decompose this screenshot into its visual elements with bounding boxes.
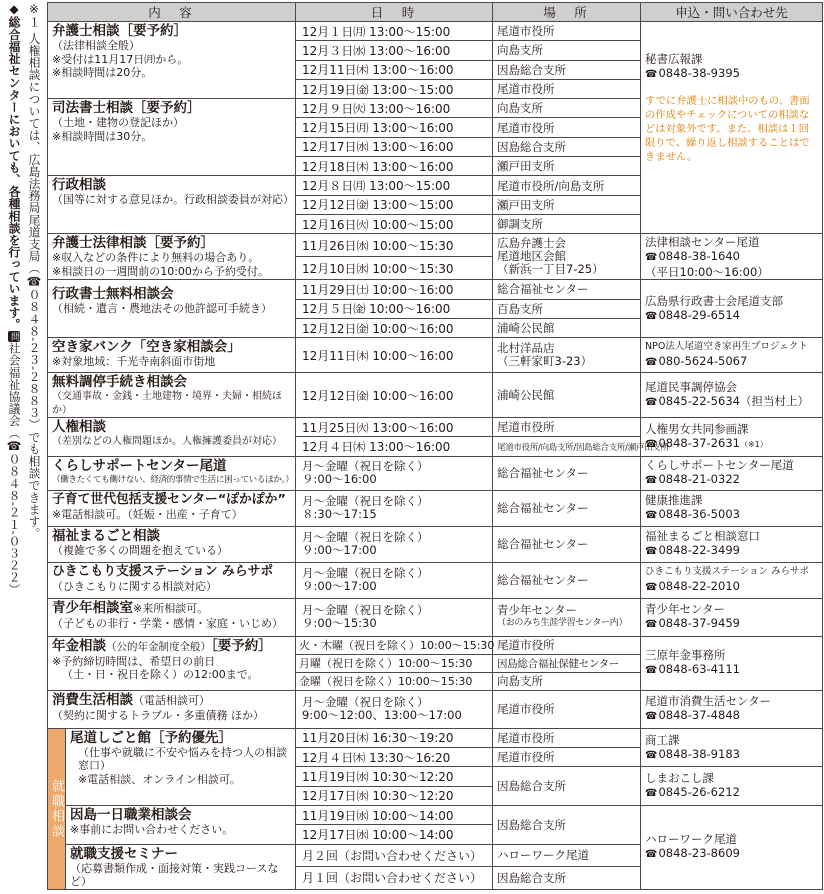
schedule-date: 11月25日㈫ 13:00～16:00 bbox=[296, 418, 493, 437]
time-line: ９:00～16:00 bbox=[302, 472, 377, 487]
date-line: 月～金曜（祝日を除く） bbox=[302, 566, 429, 581]
schedule-place: 因島総合福祉保健センター bbox=[493, 654, 641, 672]
contact-name: 人権男女共同参画課 bbox=[645, 421, 749, 436]
schedule-date: 12月17日㈬ 10:00～14:00 bbox=[296, 825, 493, 844]
seminar-line: （応募書類作成・面接対策・実践コースなど） bbox=[70, 861, 279, 889]
innoshima-line: ※事前にお問い合わせください。 bbox=[70, 822, 234, 836]
schedule-date: 12月８日㈪ 13:00～15:00 bbox=[296, 176, 493, 195]
chotei-content bbox=[48, 373, 296, 418]
contact-name: くらしサポートセンター尾道 bbox=[645, 458, 794, 473]
bengoshi-line: （法律相談全般） bbox=[52, 39, 140, 52]
shohi-title: 消費生活相談 bbox=[52, 691, 133, 708]
gyosei-content bbox=[48, 176, 296, 234]
shigoto-content bbox=[66, 728, 296, 805]
kurashi-contact bbox=[641, 456, 823, 490]
shohi-line: （契約に関するトラブル・多重債務 ほか） bbox=[52, 708, 265, 722]
nenkin-title: 年金相談 bbox=[52, 637, 106, 654]
schedule-place: 向島支所 bbox=[493, 41, 641, 60]
nenkin-content bbox=[48, 636, 296, 690]
kurashi-datetime bbox=[296, 456, 493, 490]
place-line: （三軒家町3-23） bbox=[497, 354, 593, 369]
jinken-title: 人権相談 bbox=[52, 419, 106, 436]
contact-name: NPO法人尾道空き家再生プロジェクト bbox=[645, 341, 808, 353]
marugoto-contact bbox=[641, 526, 823, 562]
marugoto-title: 福祉まるごと相談 bbox=[52, 527, 160, 544]
bengoshi-line: ※相談時間は20分。 bbox=[52, 66, 153, 79]
schedule-place: 総合福祉センター bbox=[493, 490, 641, 526]
jinken-content bbox=[48, 418, 296, 457]
nenkin-title-mid: （公的年金制度全般） bbox=[106, 640, 211, 653]
gyosei-line: （国等に対する意見ほか。行政相談委員が対応） bbox=[52, 193, 294, 207]
schedule-date: 11月19日㈬ 10:30～12:20 bbox=[296, 767, 493, 786]
schedule-date: 金曜（祝日を除く）10:00～15:30 bbox=[296, 672, 493, 690]
nenkin-title-tail: ［要予約］ bbox=[211, 637, 272, 654]
bengoshi-horitsu-line: ※相談日の一週間前の10:00から予約受付。 bbox=[52, 264, 269, 278]
header-datetime: 日 時 bbox=[296, 3, 493, 22]
contact-name: 秘書広報課 bbox=[645, 52, 703, 66]
shigoto-line: （仕事や就職に不安や悩みを持つ人の相談窓口） bbox=[78, 745, 287, 773]
schedule-date: 12月12日㈮ 13:00～15:00 bbox=[296, 195, 493, 214]
jinken-line: （差別などの人権問題ほか。人権擁護委員が対応） bbox=[52, 436, 282, 448]
schedule-date: 11月19日㈬ 10:00～14:00 bbox=[296, 805, 493, 824]
date-line: 月～金曜（祝日を除く） bbox=[302, 530, 429, 545]
bengoshi-content bbox=[48, 22, 296, 99]
schedule-place: 因島総合支所 bbox=[493, 137, 641, 156]
seishonen-place bbox=[493, 598, 641, 636]
hikikomori-content bbox=[48, 562, 296, 598]
table-row bbox=[48, 373, 823, 418]
schedule-place: 尾道市役所 bbox=[493, 636, 641, 654]
bengoshi-horitsu-title: 弁護士法律相談［要予約］ bbox=[52, 235, 214, 252]
table-row bbox=[48, 728, 823, 747]
nenkin-contact bbox=[641, 636, 823, 690]
akiya-place bbox=[493, 338, 641, 373]
table-row bbox=[48, 562, 823, 598]
schedule-place: 浦崎公民館 bbox=[493, 318, 641, 337]
kosodate-contact bbox=[641, 490, 823, 526]
schedule-date: 12月17日㈬ 10:30～12:20 bbox=[296, 786, 493, 805]
contact-name: ハローワーク尾道 bbox=[645, 832, 738, 847]
nenkin-line: ※予約締切時間は、希望日の前日 bbox=[52, 654, 216, 668]
hikikomori-contact bbox=[641, 562, 823, 598]
bengoshi-horitsu-line: ※収入などの条件により無料の場合あり。 bbox=[52, 251, 260, 265]
schedule-place: 尾道市役所 bbox=[493, 22, 641, 41]
schedule-place: 尾道市役所 bbox=[493, 690, 641, 728]
marugoto-datetime bbox=[296, 526, 493, 562]
contact-note: すでに弁護士に相談中のもの、書面の作成やチェックについての相談などは対象外です。また、相談は１回限りで、繰り返し相談することはできません。 bbox=[645, 95, 810, 163]
date-line: 月～金曜（祝日を除く） bbox=[302, 494, 429, 509]
bengoshi-title: 弁護士相談［要予約］ bbox=[52, 23, 187, 39]
schedule-date: 12月10日㈬ 10:00～15:30 bbox=[296, 257, 493, 280]
schedule-place: 因島総合支所 bbox=[493, 60, 641, 79]
schedule-place: 因島総合支所 bbox=[493, 867, 641, 890]
schedule-place: 総合福祉センター bbox=[493, 456, 641, 490]
contact-tel: ☎ 080-5624-5067 bbox=[645, 354, 818, 370]
schedule-date: 12月17日㈬ 13:00～16:00 bbox=[296, 137, 493, 156]
contact-footnote-mark: （※1） bbox=[739, 439, 768, 449]
contact-tel: ☎ 0848-37-2631 bbox=[645, 436, 740, 450]
innoshima-title: 因島一日職業相談会 bbox=[70, 806, 192, 823]
shigoto-contact-b bbox=[641, 767, 823, 806]
akiya-contact bbox=[641, 338, 823, 373]
schedule-place: 百島支所 bbox=[493, 299, 641, 318]
schedule-place: 御調支所 bbox=[493, 214, 641, 233]
inquiry-badge: 問 bbox=[9, 331, 19, 342]
table-row bbox=[48, 690, 823, 728]
schedule-place: 因島総合支所 bbox=[493, 767, 641, 806]
schedule-date: 12月12日㈮ 10:00～16:00 bbox=[296, 373, 493, 418]
kosodate-datetime bbox=[296, 490, 493, 526]
schedule-date: 12月９日㈫ 13:00～16:00 bbox=[296, 99, 493, 118]
kurashi-line: （働きたくても働けない、経済的事情で生活に困っているほか。） bbox=[52, 474, 294, 485]
gyoseishoshi-contact bbox=[641, 280, 823, 338]
side-note-welfare-lead: ◆総合福祉センターにおいても、各種相談を行っています。 bbox=[7, 2, 21, 331]
shigoto-contact-a bbox=[641, 728, 823, 767]
contact-tel: ☎ 0848-22-3499 bbox=[645, 543, 818, 559]
shohi-content bbox=[48, 690, 296, 728]
contact-name: 商工課 bbox=[645, 732, 680, 747]
header-contact: 申込・問い合わせ先 bbox=[641, 3, 823, 22]
table-row bbox=[48, 418, 823, 437]
contact-name: しまおこし課 bbox=[645, 771, 715, 786]
schedule-date: 11月29日㈯ 10:00～16:00 bbox=[296, 280, 493, 299]
schedule-date: 12月12日㈮ 10:00～16:00 bbox=[296, 318, 493, 337]
shiho-line: （土地・建物の登記ほか） bbox=[52, 116, 184, 130]
table-row bbox=[48, 338, 823, 373]
contact-tel: ☎ 0848-23-8609 bbox=[645, 846, 818, 862]
schedule-date: 12月11日㈭ 10:00～16:00 bbox=[296, 338, 493, 373]
kosodate-content bbox=[48, 490, 296, 526]
schedule-place: 尾道市役所 bbox=[493, 79, 641, 98]
seminar-title: 就職支援セミナー bbox=[70, 845, 178, 862]
schedule-place: 瀬戸田支所 bbox=[493, 157, 641, 176]
contact-tel: ☎ 0845-26-6212 bbox=[645, 785, 818, 801]
table-header bbox=[48, 3, 823, 22]
schedule-date: 12月３日㈬ 13:00～16:00 bbox=[296, 41, 493, 60]
kurashi-content bbox=[48, 456, 296, 490]
gyosei-title: 行政相談 bbox=[52, 177, 106, 194]
consultation-schedule-table bbox=[47, 2, 823, 890]
header-place: 場 所 bbox=[493, 3, 641, 22]
akiya-line: ※対象地域：千光寺南斜面市街地 bbox=[52, 355, 216, 369]
seishonen-line: （子どもの非行・学業・感情・家庭・いじめ） bbox=[52, 616, 283, 630]
contact-tel: ☎ 0848-22-2010 bbox=[645, 579, 818, 595]
gyoseishoshi-line: （相続・遺言・農地法その他許認可手続き） bbox=[52, 302, 272, 316]
contact-tel: ☎ 0848-29-6514 bbox=[645, 308, 818, 324]
schedule-place: ハローワーク尾道 bbox=[493, 844, 641, 867]
seishonen-content bbox=[48, 598, 296, 636]
innoshima-content bbox=[66, 805, 296, 844]
contact-tel: ☎ 0848-21-0322 bbox=[645, 472, 818, 488]
contact-tel: ☎ 0848-37-4848 bbox=[645, 708, 818, 724]
shohi-datetime bbox=[296, 690, 493, 728]
table-row bbox=[48, 456, 823, 490]
marugoto-content bbox=[48, 526, 296, 562]
akiya-title: 空き家バンク「空き家相談会」 bbox=[52, 339, 241, 356]
bengoshi-horitsu-place bbox=[493, 234, 641, 280]
contact-tel: ☎ 0848-37-9459 bbox=[645, 616, 818, 632]
side-notes bbox=[1, 2, 47, 892]
bengoshi-horitsu-contact bbox=[641, 234, 823, 280]
contact-name: ひきこもり支援ステーション みらサポ bbox=[645, 566, 809, 578]
side-note-welfare-center bbox=[7, 2, 21, 596]
place-line: 青少年センター bbox=[497, 603, 578, 618]
schedule-date: 月２回（お問い合わせください） bbox=[296, 844, 493, 867]
schedule-date: 12月15日㈪ 13:00～16:00 bbox=[296, 118, 493, 137]
contact-name: 尾道民事調停協会 bbox=[645, 380, 738, 395]
time-line: 9:00～12:00、13:00～17:00 bbox=[302, 708, 462, 723]
place-line: （新浜一丁目7-25） bbox=[497, 262, 604, 277]
seishonen-contact bbox=[641, 598, 823, 636]
chotei-contact bbox=[641, 373, 823, 418]
chotei-line: （交通事故・金銭・土地建物・境界・夫婦・相続ほか） bbox=[52, 391, 282, 416]
table-row bbox=[48, 598, 823, 636]
shiho-title: 司法書士相談［要予約］ bbox=[52, 100, 201, 117]
bengoshi-line: ※受付は11月17日㈪から。 bbox=[52, 52, 189, 66]
place-line: （おのみち生涯学習センター内） bbox=[497, 618, 628, 629]
schedule-place: 尾道市役所 bbox=[493, 118, 641, 137]
time-line: ９:00～17:00 bbox=[302, 543, 377, 558]
contact-tel: ☎ 0848-38-9395 bbox=[645, 66, 818, 82]
shiho-content bbox=[48, 99, 296, 176]
contact-tel: ☎ 0848-63-4111 bbox=[645, 662, 818, 678]
schedule-date: 11月20日㈭ 16:30～19:20 bbox=[296, 728, 493, 747]
schedule-place: 因島総合支所 bbox=[493, 805, 641, 844]
gyoseishoshi-content bbox=[48, 280, 296, 338]
schedule-place: 総合福祉センター bbox=[493, 280, 641, 299]
table-row bbox=[48, 234, 823, 257]
schedule-place: 浦崎公民館 bbox=[493, 373, 641, 418]
schedule-place: 瀬戸田支所 bbox=[493, 195, 641, 214]
gyoseishoshi-title: 行政書士無料相談会 bbox=[52, 286, 174, 303]
schedule-date: 月１回（お問い合わせください） bbox=[296, 867, 493, 890]
table-row bbox=[48, 280, 823, 299]
contact-name: 広島県行政書士会尾道支部 bbox=[645, 293, 784, 308]
category-employment-label: 就職相談 bbox=[48, 728, 66, 889]
schedule-place: 向島支所 bbox=[493, 672, 641, 690]
schedule-place: 総合福祉センター bbox=[493, 526, 641, 562]
hellowork-contact bbox=[641, 805, 823, 889]
place-line: 尾道地区会館 bbox=[497, 249, 567, 264]
schedule-place: 向島支所 bbox=[493, 99, 641, 118]
table-row bbox=[48, 636, 823, 654]
contact-tel: ☎ 0848-38-9183 bbox=[645, 747, 818, 763]
contact-hours: （平日10:00～16:00） bbox=[645, 264, 769, 279]
shohi-title-suffix: （電話相談可） bbox=[133, 693, 210, 707]
table-row bbox=[48, 490, 823, 526]
header-content: 内 容 bbox=[48, 3, 296, 22]
schedule-date: 12月11日㈭ 13:00～16:00 bbox=[296, 60, 493, 79]
date-line: 月～金曜（祝日を除く） bbox=[302, 459, 429, 474]
shigoto-title: 尾道しごと館［予約優先］ bbox=[70, 729, 232, 746]
table-row bbox=[48, 22, 823, 41]
kurashi-title: くらしサポートセンター尾道 bbox=[52, 457, 227, 474]
shared-contact bbox=[641, 22, 823, 234]
contact-name: 法律相談センター尾道 bbox=[645, 234, 760, 249]
shiho-line: ※相談時間は30分。 bbox=[52, 129, 153, 143]
table-row bbox=[48, 526, 823, 562]
place-line: 北村洋品店 bbox=[497, 341, 555, 356]
hikikomori-datetime bbox=[296, 562, 493, 598]
time-line: ９:00～15:30 bbox=[302, 616, 377, 631]
marugoto-line: （複雑で多くの問題を抱えている） bbox=[52, 543, 228, 557]
seishonen-title-suffix: ※来所相談可。 bbox=[133, 601, 209, 615]
schedule-date: 12月４日㈭ 13:00～16:00 bbox=[296, 437, 493, 456]
time-line: ８:30～17:15 bbox=[302, 507, 377, 522]
place-line: 広島弁護士会 bbox=[497, 236, 567, 251]
date-line: 月～金曜（祝日を除く） bbox=[302, 603, 429, 618]
chotei-title: 無料調停手続き相談会 bbox=[52, 374, 187, 391]
schedule-date: 火・木曜（祝日を除く）10:00～15:30 bbox=[296, 636, 493, 654]
schedule-place: 尾道市役所/向島支所 bbox=[493, 176, 641, 195]
schedule-place: 総合福祉センター bbox=[493, 562, 641, 598]
schedule-place: 尾道市役所/向島支所/因島総合支所/瀬戸田支所 bbox=[493, 437, 641, 456]
bengoshi-horitsu-content bbox=[48, 234, 296, 280]
contact-name: 健康推進課 bbox=[645, 493, 703, 508]
hikikomori-title: ひきこもり支援ステーション みらサポ bbox=[52, 563, 274, 579]
schedule-date: 12月16日㈫ 10:00～15:00 bbox=[296, 214, 493, 233]
kosodate-title: 子育て世代包括支援センター“ぽかぽか” bbox=[52, 491, 286, 507]
contact-name: 三原年金事務所 bbox=[645, 648, 726, 663]
seishonen-title: 青少年相談室 bbox=[52, 599, 133, 616]
contact-name: 福祉まるごと相談窓口 bbox=[645, 529, 761, 544]
side-note-human-rights: ※１ 人権相談については、広島法務局尾道支局（☎０８４８-２３-２８８３）でも相談できます。 bbox=[27, 2, 41, 540]
hikikomori-line: （ひきこもりに関する相談対応） bbox=[52, 579, 217, 593]
contact-tel: ☎ 0848-38-1640 bbox=[645, 249, 818, 265]
schedule-date: 12月18日㈭ 13:00～16:00 bbox=[296, 157, 493, 176]
contact-tel: ☎ 0845-22-5634（担当村上） bbox=[645, 394, 818, 410]
schedule-place: 尾道市役所 bbox=[493, 418, 641, 437]
shohi-contact bbox=[641, 690, 823, 728]
schedule-date: 12月５日㈮ 10:00～16:00 bbox=[296, 299, 493, 318]
shigoto-line: ※電話相談、オンライン相談可。 bbox=[78, 772, 241, 786]
table-row bbox=[48, 805, 823, 824]
contact-name: 尾道市消費生活センター bbox=[645, 694, 772, 709]
akiya-content bbox=[48, 338, 296, 373]
schedule-date: 11月26日㈬ 10:00～15:30 bbox=[296, 234, 493, 257]
kosodate-line: ※電話相談可。（妊娠・出産・子育て） bbox=[52, 507, 243, 521]
nenkin-line: （土・日・祝日を除く）の12:00まで。 bbox=[62, 668, 259, 682]
date-line: 月～金曜（祝日を除く） bbox=[302, 695, 429, 710]
seishonen-datetime bbox=[296, 598, 493, 636]
side-note-welfare-tail: 社会福祉協議会（☎０８４８-２１-０３２２） bbox=[7, 342, 21, 596]
schedule-date: 12月４日㈭ 13:30～16:20 bbox=[296, 748, 493, 767]
seminar-content bbox=[66, 844, 296, 889]
schedule-date: 12月19日㈮ 13:00～15:00 bbox=[296, 79, 493, 98]
schedule-place: 尾道市役所 bbox=[493, 728, 641, 747]
time-line: ９:00～17:00 bbox=[302, 579, 377, 594]
schedule-date: 12月１日㈪ 13:00～15:00 bbox=[296, 22, 493, 41]
schedule-date: 月曜（祝日を除く）10:00～15:30 bbox=[296, 654, 493, 672]
contact-tel: ☎ 0848-36-5003 bbox=[645, 507, 818, 523]
schedule-place: 尾道市役所 bbox=[493, 748, 641, 767]
contact-name: 青少年センター bbox=[645, 602, 726, 617]
